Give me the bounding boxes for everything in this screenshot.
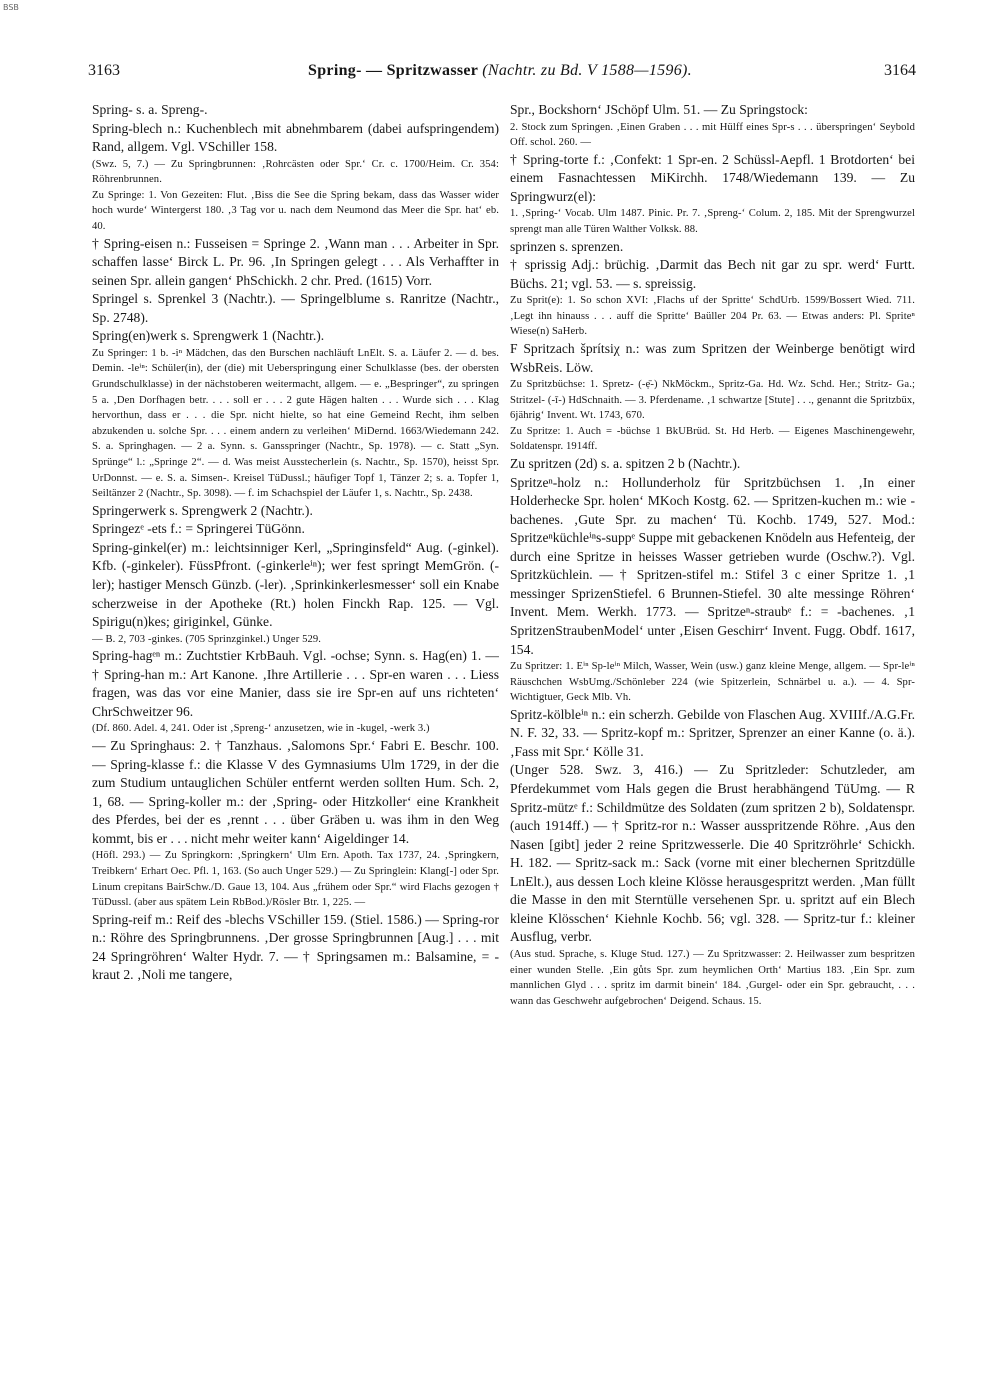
dictionary-entry: Zu Spritzer: 1. Eⁱⁿ Sp-leⁱⁿ Milch, Wasser, Wein (usw.) ganz kleine Menge, allgem. — Spr-leⁱⁿ Räuschchen WsbUmg./Schönleber 224 (wie Spitzerlein, Schnärbel u. a.). — 4. Spr-Wichtigtuer, Geck Mlb. Vh. <box>510 661 915 704</box>
dictionary-entry: Springerwerk s. Sprengwerk 2 (Nachtr.). <box>92 502 313 518</box>
running-title-note: (Nachtr. zu Bd. V 1588—1596). <box>482 62 692 79</box>
dictionary-entry: Spring-hagᵉⁿ m.: Zuchtstier KrbBauh. Vgl. -ochse; Synn. s. Hag(en) 1. — † Spring-han m.: Art Kanone. ‚Ihre Artillerie . . . Spr-en waren . . . Liess fragen, was das vor eine Manier, dass sie ire Spr-en auf uns richteten‘ ChrSchweitzer 96. <box>92 648 499 719</box>
dictionary-entry: Zu Springer: 1 b. -iⁿ Mädchen, das den Burschen nachläuft LnElt. S. a. Läufer 2. — d. bes. Demin. -leⁱⁿ: Schüler(in), der (die) mit Ueberspringung einer Schulklasse (bes. der obersten Grundschulklasse) in der nächstoberen weitermacht, allgem. — e. „Bespringer“, zu springen 5 a. ‚Den Dorfhagen betr. . . . soll er . . . 2 gute Hägen halten . . . Wurde sich . . . Klag hervorthun, dass er . . . die Spr. nicht hielte, so hat eine Gemeind Recht, ihm selben abzukenden u. solche Spr. . . . einem andern zu verleihen‘ MiDernd. 1663/Wiedemann 242. S. a. Springhagen. — 2 a. Synn. s. Gansspringer (Nachtr., Sp. 1978). — c. Statt „Syn. Sprünge“ l.: „Springe 2“. — d. Was meist Ausstecherlein (s. Nachtr., Sp. 1570), heisst Spr. UrDonnst. — e. S. a. Simsen-. Kreisel TüDussl.; häufiger Topf 1, Tänzer 2; s. a. Topfer 1, Seiltänzer 2 (Nachtr., Sp. 3098). — f. im Schachspiel der Läufer 1, s. Nachtr., Sp. 2438. <box>92 347 499 500</box>
running-header <box>0 62 1000 84</box>
dictionary-entry: F Spritzach šprítsiχ n.: was zum Spritzen der Weinberge benötigt wird WsbReis. Löw. <box>510 340 915 375</box>
dictionary-entry: — Zu Springhaus: 2. † Tanzhaus. ‚Salomons Spr.‘ Fabri E. Beschr. 100. — Spring-klasse f.: die Klasse V des Gymnasiums Ulm 1729, in der die zum Studium untauglichen Schüler entfernt werden sollten Hum. Sch. 2, 1, 68. — Spring-koller m.: der ‚Spring- oder Hitzkoller‘ eine Krankheit des Pferdes, bei der es ‚rennt . . . über Gräben u. was ihm in den Weg kommt, bis er . . . nicht mehr weiter kann‘ Aigeldinger 14. <box>92 738 499 846</box>
page-number-right: 3164 <box>884 62 916 79</box>
dictionary-entry: (Df. 860. Adel. 4, 241. Oder ist ‚Spreng-‘ anzusetzen, wie in -kugel, -werk 3.) <box>92 723 430 735</box>
dictionary-entry: Spr., Bockshorn‘ JSchöpf Ulm. 51. — Zu Springstock: <box>510 102 808 117</box>
dictionary-entry: (Unger 528. Swz. 3, 416.) — Zu Spritzleder: Schutzleder, am Pferdekummet vom Hals gegen die Brust herabhängend TüUmg. — R Spritz-mützᵉ f.: Schildmütze des Soldaten (zum spritzen 2 b), Soldatenspr. (auch 1914ff.) — † Spritz-ror n.: Wasser ausspritzende Röhre. ‚Aus den Nasen [gibt] jeder 2 reine Spritzwesserle. Die 40 Spritzröhrle‘ Schickh. H. 182. — Spritz-sack m.: Sack (vorne mit einer blechernen Spritzdülle LnElt.), aus dessen Loch kleine Klösse herausgespritzt werden. ‚Man füllt die Masse in den mit Sterntülle versehenen Spr. u. spritzt auf ein Blech kleine Klösschen‘ Kiehnle Kochb. 56; vgl. 328. — Spritz-tur f.: kleiner Ausflug, verbr. <box>510 762 915 945</box>
dictionary-entry: sprinzen s. sprenzen. <box>510 238 624 254</box>
dictionary-entry: Springel s. Sprenkel 3 (Nachtr.). — Springelblume s. Ranritze (Nachtr., Sp. 2748). <box>92 291 499 325</box>
dictionary-entry: (Aus stud. Sprache, s. Kluge Stud. 127.) — Zu Spritzwasser: 2. Heilwasser zum bespritzen einer wunden Stelle. ‚Ein gůts Spr. zum heymlichen Orth‘ Martius 183. ‚Ein Spr. zum mannlichen Glyd . . . spritz im darmit binein‘ 184. ‚Gurgel- oder ein Spr. gebraucht, . . . wann das Geschwehr aufgebrochen‘ Deigend. Schaus. 15. <box>510 948 915 1007</box>
dictionary-entry: Zu Sprit(e): 1. So schon XVI: ‚Flachs uf der Spritte‘ SchdUrb. 1599/Bossert Wied. 711. ‚Legt ihn hinauss . . . auff die Spritte‘ Baüller 204 Pr. 63. — Etwas anders: Pl. Spriteⁿ Wiese(n) SaHerb. <box>510 295 915 338</box>
dictionary-entry: Zu spritzen (2d) s. a. spitzen 2 b (Nachtr.). <box>510 456 741 472</box>
left-column <box>92 101 499 1376</box>
dictionary-entry: † Spring-eisen n.: Fusseisen = Springe 2. ‚Wann man . . . Arbeiter in Spr. schaffen lasse‘ Birck L. Pr. 96. ‚In Springen gelegt . . . Als Verhaffter in seinen Spr. allein gangen‘ PhSchickh. 2 chr. Pred. (1615) Vorr. <box>92 235 499 288</box>
dictionary-entry: Spritzeⁿ-holz n.: Hollunderholz für Spritzbüchsen 1. ‚In einer Holderhecke Spr. holen‘ MKoch Kostg. 62. — Spritzen-kuchen m.: wie -bachenes. ‚Gute Spr. zu machen‘ Tü. Kochb. 1749, 527. Mod.: Spritzeⁿküchleⁱⁿs-suppᵉ Suppe mit gebackenen Knödeln aus Hefenteig, der durch eine Spritze in heisses Wasser getrieben wurde (Oschw.?). Vgl. Spritzküchlein. — † Spritzen-stifel m.: Stifel 3 c einer Spritze 1. ‚1 messinger SprizenStiefel. 6 Brunnen-Stiefel. 30 alte messinge Röhren‘ Invent. Mem. Werkh. 1773. — Spritzeⁿ-straubᵉ f.: = -bachenes. ‚1 SpritzenStraubenModel‘ unter ‚Eisen Geschirr‘ Invent. Fugg. Obdf. 1617, 154. <box>510 474 915 657</box>
dictionary-entry: Zu Spritzbüchse: 1. Spretz- (-ẹ̄-) NkMöckm., Spritz-Ga. Hd. Wz. Schd. Her.; Stritz- Ga.; Stritzel- (-ī-) HdSchnaith. — 3. Pferdename. ‚1 schwartze [Stute] . . ., genannt die Spritzbüx, 6jährig‘ Invent. Wt. 1743, 670. <box>510 379 915 422</box>
dictionary-entry: Spring-blech n.: Kuchenblech mit abnehmbarem (dabei aufspringendem) Rand, allgem. Vgl. VSchiller 158. <box>92 120 499 155</box>
running-title <box>0 62 1000 80</box>
dictionary-entry: 1. ‚Spring-‘ Vocab. Ulm 1487. Pinic. Pr. 7. ‚Spreng-‘ Colum. 2, 185. Mit der Sprengwurzel sprengt man alle Türen Walther Volksk. 88. <box>510 208 915 235</box>
dictionary-entry: Zu Spritze: 1. Auch = -büchse 1 BkUBrüd. St. Hd Herb. — Eigenes Maschinengewehr, Soldatenspr. 1914ff. <box>510 425 915 453</box>
dictionary-entry: Springezᵉ -ets f.: = Springerei TüGönn. <box>92 521 305 537</box>
running-title-main: Spring- — Spritzwasser <box>308 62 478 79</box>
dictionary-entry: † sprissig Adj.: brüchig. ‚Darmit das Bech nit gar zu spr. werd‘ Furtt. Büchs. 21; vgl. 53. — s. spreissig. <box>510 257 915 291</box>
dictionary-entry: — B. 2, 703 -ginkes. (705 Sprinzginkel.) Unger 529. <box>92 633 322 645</box>
page-number-left: 3163 <box>88 62 120 79</box>
dictionary-entry: Spring- s. a. Spreng-. <box>92 102 208 117</box>
dictionary-entry: † Spring-torte f.: ‚Confekt: 1 Spr-en. 2 Schüssl-Aepfl. 1 Brotdorten‘ bei einem Fasnachtessen MiKirchh. 1748/Wiedemann 139. — Zu Springwurz(el): <box>510 151 915 204</box>
dictionary-entry: Spritz-kölbleⁱⁿ n.: ein scherzh. Gebilde von Flaschen Aug. XVIIIf./A.G.Fr. N. F. 32, 33. — Spritz-kopf m.: Spritzer, Sprenzer an einer Kanne (o. ä.). ‚Fass mit Spr.‘ Kölle 31. <box>510 706 915 759</box>
dictionary-entry: Spring(en)werk s. Sprengwerk 1 (Nachtr.). <box>92 328 325 344</box>
dictionary-entry: (Höfl. 293.) — Zu Springkorn: ‚Springkern‘ Ulm Ern. Apoth. Tax 1737, 24. ‚Springkern, Treibkern‘ Erhart Oec. Pfl. 1, 163. (So auch Unger 529.) — Zu Springlein: Klang[-] oder Spr. Linum crepitans BairSchw./D. Gaue 13, 104. Aus „frühem oder Spr.“ wird Flachs gezogen † TüDussl. (aber aus spätem Lein RbBod.)/Rösler Btr. 1, 225. — <box>92 850 499 909</box>
library-stamp: BSB <box>3 3 19 12</box>
dictionary-entry: (Swz. 5, 7.) — Zu Springbrunnen: ‚Rohrcästen oder Spr.‘ Cr. c. 1700/Heim. Cr. 354: Röhrenbrunnen. <box>92 158 499 186</box>
dictionary-entry: Spring-reif m.: Reif des -blechs VSchiller 159. (Stiel. 1586.) — Spring-ror n.: Röhre des Springbrunnens. ‚Der grosse Springbrunnen [Aug.] . . . mit 24 Springröhren‘ Walter Hydr. 7. — † Springsamen m.: Balsamine, = -kraut 2. ‚Noli me tangere, <box>92 911 499 983</box>
dictionary-entry: Zu Springe: 1. Von Gezeiten: Flut. ‚Biss die See die Spring bekam, dass das Wasser wider hoch wurde‘ Wintergerst 180. ‚3 Tag vor u. nach dem Neumond das Meer die Spr. hat‘ eb. 40. <box>92 189 499 233</box>
dictionary-entry: 2. Stock zum Springen. ‚Einen Graben . . . mit Hülff eines Spr-s . . . überspringen‘ Seybold Off. schol. 260. — <box>510 121 915 149</box>
right-column <box>510 101 915 1376</box>
dictionary-entry: Spring-ginkel(er) m.: leichtsinniger Kerl, „Springinsfeld“ Aug. (-ginkel). Kfb. (-ginkeler). FüssPfront. (-ginkerleⁱⁿ); wer fest springt MemGrön. (-ler); hastiger Mensch Günzb. (-ler). ‚Sprinkinkerlesmesser‘ soll ein Knabe scherzweise in der Apotheke (Rt.) holen Finckh Rap. 125. — Vgl. Spirigu(n)kes; giriginkel, Günke. <box>92 539 499 630</box>
